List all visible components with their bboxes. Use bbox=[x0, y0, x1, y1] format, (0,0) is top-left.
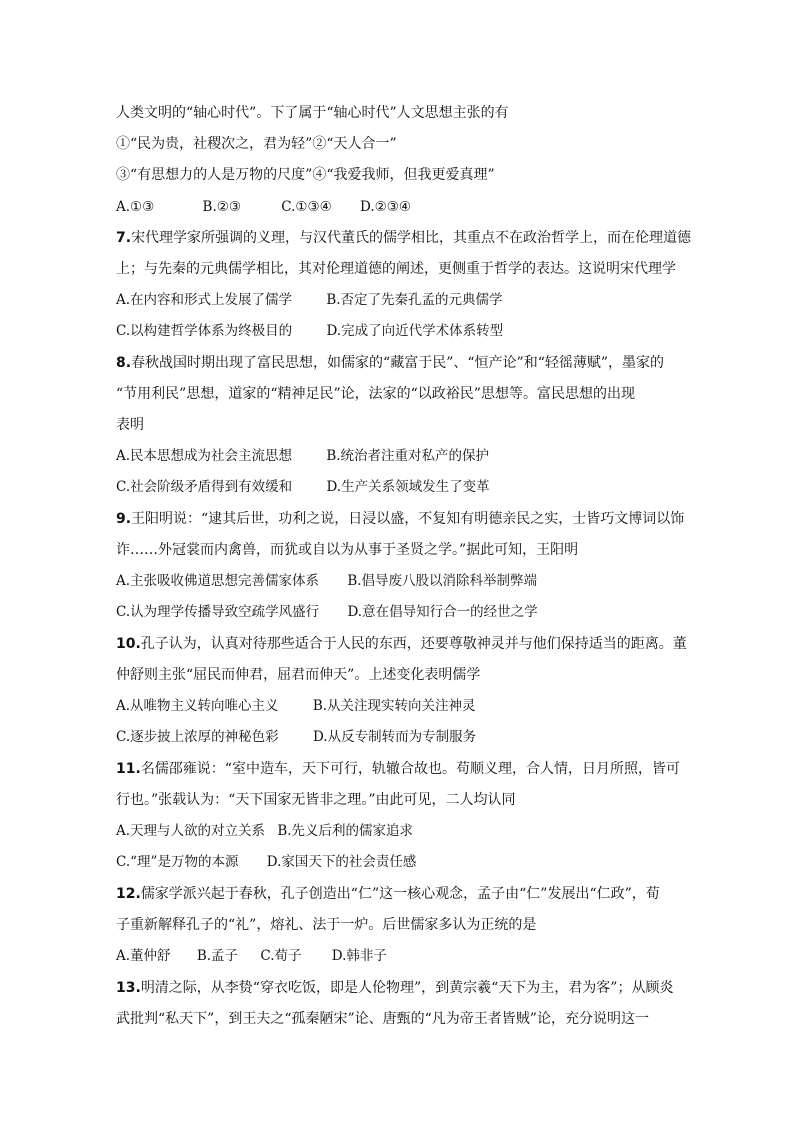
option-a: A.主张吸收佛道思想完善儒家体系 bbox=[116, 573, 320, 589]
option-c: C.“理”是万物的本源 bbox=[116, 854, 239, 870]
option-d: D.家国天下的社会责任感 bbox=[266, 854, 417, 870]
text-line: 行也。”张载认为：“天下国家无皆非之理。”由此可见，二人均认同 bbox=[116, 792, 516, 808]
option-b: B.孟子 bbox=[196, 948, 239, 964]
option-a: A.民本思想成为社会主流思想 bbox=[116, 448, 293, 464]
option-a: A.从唯物主义转向唯心主义 bbox=[116, 698, 279, 714]
option-c: C.荀子 bbox=[260, 948, 302, 964]
question-8: 8.春秋战国时期出现了富民思想，如儒家的“藏富于民”、“恒产论”和“轻徭薄赋”，墨家的 bbox=[116, 355, 665, 371]
option-b: B.先义后利的儒家追求 bbox=[277, 823, 414, 839]
option-b: B.②③ bbox=[202, 199, 241, 215]
text-line: “节用利民”思想，道家的“精神足民”论，法家的“以政裕民”思想等。富民思想的出现 bbox=[116, 386, 635, 402]
option-b: B.统治者注重对私产的保护 bbox=[326, 448, 490, 464]
option-c: C.以构建哲学体系为终极目的 bbox=[116, 323, 293, 339]
options-line bbox=[116, 697, 476, 715]
option-b: B.否定了先秦孔孟的元典儒学 bbox=[326, 292, 503, 308]
option-a: A.在内容和形式上发展了儒学 bbox=[116, 292, 293, 308]
options-line bbox=[116, 822, 413, 840]
option-c: C.①③④ bbox=[281, 199, 332, 215]
text-line: ③“有思想力的人是万物的尺度”④“我爱我师，但我更爱真理” bbox=[116, 167, 495, 183]
text-line: 仲舒则主张“屈民而伸君，屈君而伸天”。上述变化表明儒学 bbox=[116, 667, 481, 683]
text-line: 表明 bbox=[116, 417, 144, 433]
options-line bbox=[116, 603, 538, 621]
options-line bbox=[116, 947, 387, 965]
text-line: 人类文明的“轴心时代”。下了属于“轴心时代”人文思想主张的有 bbox=[116, 105, 509, 121]
option-a: A.①③ bbox=[116, 199, 155, 215]
text-line: 武批判“私天下”，到王夫之“孤秦陋宋”论、唐甄的“凡为帝王者皆贼”论，充分说明这一 bbox=[116, 1011, 649, 1027]
options-line bbox=[116, 572, 537, 590]
options-line bbox=[116, 478, 490, 496]
option-d: D.从反专制转而为专制服务 bbox=[312, 729, 477, 745]
question-13: 13.明清之际，从李贽“穿衣吃饭，即是人伦物理”，到黄宗羲“天下为主，君为客”；从顾炎 bbox=[116, 980, 674, 996]
question-11: 11.名儒邵雍说：“室中造车，天下可行，轨辙合故也。苟顺义理，合人情，日月所照，皆可 bbox=[116, 761, 680, 777]
question-10: 10.孔子认为，认真对待那些适合于人民的东西，还要尊敬神灵并与他们保持适当的距离。董 bbox=[116, 636, 687, 652]
option-d: D.意在倡导知行合一的经世之学 bbox=[347, 604, 538, 620]
options-line bbox=[116, 322, 503, 340]
text-line: 子重新解释孔子的“礼”，熔礼、法于一炉。后世儒家多认为正统的是 bbox=[116, 917, 537, 933]
option-c: C.认为理学传播导致空疏学风盛行 bbox=[116, 604, 320, 620]
option-a: A.董仲舒 bbox=[116, 948, 171, 964]
question-12: 12.儒家学派兴起于春秋，孔子创造出“仁”这一核心观念，孟子由“仁”发展出“仁政”，荀 bbox=[116, 886, 660, 902]
question-9: 9.王阳明说：“逮其后世，功利之说，日浸以盛，不复知有明德亲民之实，士皆巧文博词以饰 bbox=[116, 511, 685, 527]
option-d: D.②③④ bbox=[360, 199, 411, 215]
option-a: A.天理与人欲的对立关系 bbox=[116, 823, 266, 839]
option-b: B.从关注现实转向关注神灵 bbox=[312, 698, 476, 714]
option-c: C.社会阶级矛盾得到有效缓和 bbox=[116, 479, 293, 495]
options-line bbox=[116, 291, 503, 309]
text-line: 上；与先秦的元典儒学相比，其对伦理道德的阐述，更侧重于哲学的表达。这说明宋代理学 bbox=[116, 261, 676, 277]
option-d: D.完成了向近代学术体系转型 bbox=[326, 323, 504, 339]
options-line bbox=[116, 853, 416, 871]
question-7: 7.宋代理学家所强调的义理，与汉代董氏的儒学相比，其重点不在政治哲学上，而在伦理道德 bbox=[116, 230, 692, 246]
options-line bbox=[116, 447, 489, 465]
option-d: D.韩非子 bbox=[331, 948, 387, 964]
option-b: B.倡导废八股以消除科举制弊端 bbox=[347, 573, 538, 589]
options-line bbox=[116, 728, 476, 746]
text-line: ①“民为贵，社稷次之，君为轻”②“天人合一” bbox=[116, 136, 397, 152]
option-d: D.生产关系领域发生了变革 bbox=[326, 479, 490, 495]
option-c: C.逐步披上浓厚的神秘色彩 bbox=[116, 729, 279, 745]
options-line bbox=[116, 198, 411, 216]
text-line: 诈……外冠裳而内禽兽，而犹或自以为从事于圣贤之学。”据此可知，王阳明 bbox=[116, 542, 579, 558]
